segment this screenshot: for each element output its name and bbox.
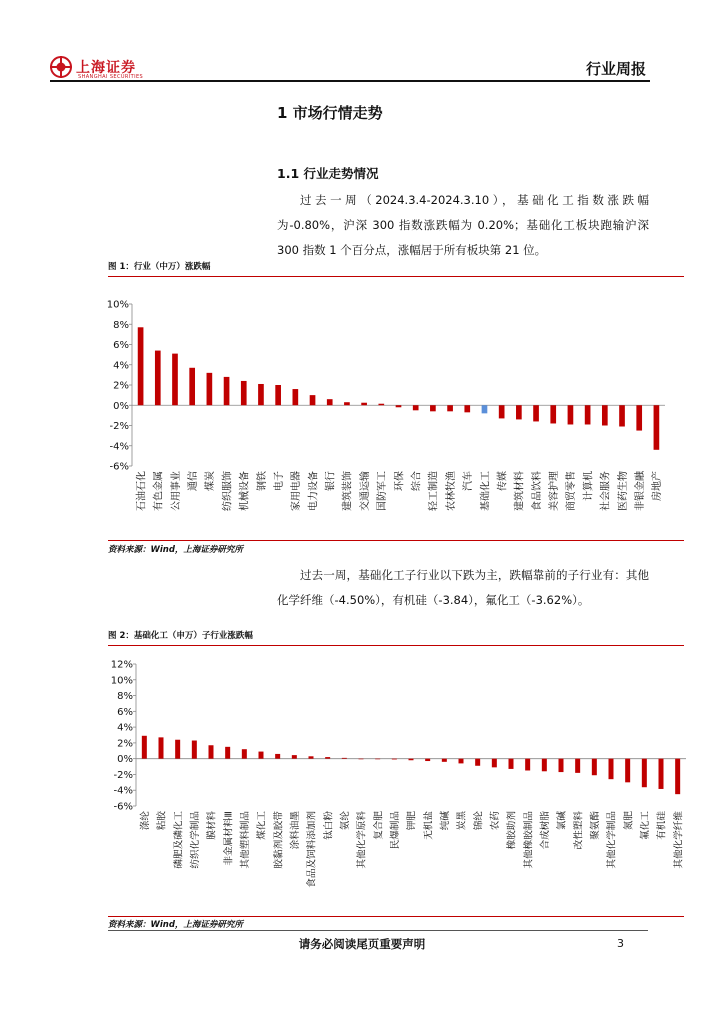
bar-交通运输 — [361, 403, 367, 406]
category-label: 医药生物 — [617, 471, 629, 511]
category-label: 环保 — [394, 471, 406, 491]
y-tick-label: 0% — [113, 400, 129, 412]
category-label: 氮肥 — [623, 811, 635, 831]
bar-粘胶 — [159, 737, 164, 758]
category-label: 其他化学纤维 — [673, 811, 685, 869]
footer-divider — [108, 930, 648, 931]
category-label: 农林牧渔 — [445, 471, 457, 511]
category-label: 涤纶 — [139, 811, 151, 831]
figure-1-source: 资料来源：Wind，上海证券研究所 — [108, 545, 243, 555]
y-tick-label: -2% — [109, 421, 129, 432]
bar-社会服务 — [602, 405, 608, 425]
bar-其他塑料制品 — [242, 749, 247, 758]
bar-钛白粉 — [325, 757, 330, 759]
bar-有色金属 — [155, 351, 161, 406]
category-label: 其他化学原料 — [356, 811, 368, 869]
category-label: 交通运输 — [359, 471, 371, 511]
category-label: 炭黑 — [456, 811, 468, 831]
bar-基础化工 — [482, 405, 488, 413]
category-label: 公用事业 — [170, 471, 182, 511]
category-label: 氟化工 — [639, 811, 651, 840]
header-divider — [50, 80, 650, 82]
bar-聚氨酯 — [592, 759, 597, 776]
bar-公用事业 — [172, 354, 178, 406]
footer-disclaimer: 请务必阅读尾页重要声明 — [298, 937, 426, 951]
category-label: 有机硅 — [656, 811, 668, 840]
bar-银行 — [327, 399, 333, 405]
bar-氯碱 — [559, 759, 564, 772]
category-label: 轻工制造 — [428, 471, 440, 511]
category-label: 非金属材料Ⅲ — [223, 811, 235, 866]
bar-国防军工 — [378, 404, 384, 406]
bar-商贸零售 — [568, 405, 574, 424]
category-label: 民爆制品 — [389, 811, 401, 850]
category-label: 计算机 — [583, 471, 595, 501]
y-tick-label: -6% — [113, 801, 133, 813]
figure-2-top-rule — [108, 645, 684, 646]
category-label: 石油石化 — [136, 471, 148, 511]
category-label: 机械设备 — [239, 471, 251, 511]
bar-建筑材料 — [516, 405, 522, 419]
category-label: 氯碱 — [556, 811, 568, 831]
category-label: 其他化学制品 — [606, 811, 618, 869]
y-tick-label: -6% — [109, 461, 129, 473]
category-label: 通信 — [187, 471, 199, 491]
y-tick-label: -4% — [109, 441, 129, 453]
y-tick-label: 2% — [117, 738, 133, 750]
bar-食品饮料 — [533, 405, 539, 421]
figure-2-chart — [100, 652, 685, 914]
brand-name-en: SHANGHAI SECURITIES — [78, 74, 144, 80]
bar-涂料油墨 — [292, 755, 297, 759]
category-label: 钛白粉 — [323, 811, 335, 840]
section-heading: 1 市场行情走势 — [277, 104, 383, 122]
category-label: 钾肥 — [406, 811, 418, 831]
brand-name: 上海证券 — [76, 60, 136, 76]
category-label: 食品饮料 — [531, 471, 543, 511]
subsection-heading: 1.1 行业走势情况 — [277, 166, 379, 181]
category-label: 合成树脂 — [539, 811, 551, 850]
category-label: 橡胶助剂 — [506, 811, 518, 850]
figure-2-source: 资料来源：Wind，上海证券研究所 — [108, 920, 243, 930]
figure-1-top-rule — [108, 276, 684, 277]
bar-石油石化 — [138, 327, 144, 405]
category-label: 银行 — [325, 471, 337, 491]
bar-非银金融 — [636, 405, 642, 430]
bar-纺织化学制品 — [192, 741, 197, 759]
page-number: 3 — [617, 937, 624, 950]
category-label: 磷肥及磷化工 — [173, 811, 185, 869]
bar-家用电器 — [293, 389, 299, 405]
y-tick-label: 4% — [113, 360, 129, 372]
category-label: 美容护理 — [549, 471, 561, 511]
bar-膜材料 — [209, 745, 214, 758]
category-label: 钢铁 — [256, 471, 268, 491]
bar-锦纶 — [475, 759, 480, 766]
category-label: 社会服务 — [600, 471, 612, 511]
bar-电子 — [275, 385, 281, 405]
y-tick-label: -2% — [113, 769, 133, 781]
category-label: 农药 — [489, 811, 501, 831]
category-label: 复合肥 — [373, 811, 385, 840]
y-tick-label: 10% — [106, 299, 129, 311]
figure-1-bottom-rule — [108, 540, 684, 541]
bar-民爆制品 — [392, 759, 397, 760]
bar-农林牧渔 — [447, 405, 453, 411]
bar-汽车 — [464, 405, 470, 412]
category-label: 胶黏剂及胶带 — [273, 811, 285, 869]
bar-复合肥 — [375, 759, 380, 760]
y-tick-label: 6% — [113, 340, 129, 351]
category-label: 纺织服饰 — [222, 471, 234, 511]
bar-房地产 — [654, 405, 660, 450]
y-tick-label: 2% — [113, 380, 129, 392]
paragraph-text: 过去一周（2024.3.4-2024.3.10），基础化工指数涨跌幅为-0.80%，沪深 300 指数涨跌幅为 0.20%；基础化工板块跑输沪深 300 指数 1 个百分点，涨幅居于所有板块第 21 位。 — [277, 193, 649, 257]
category-label: 建筑装饰 — [342, 471, 354, 511]
bar-环保 — [396, 405, 402, 407]
category-label: 聚氨酯 — [589, 811, 601, 840]
bar-煤化工 — [259, 752, 264, 759]
bar-建筑装饰 — [344, 402, 350, 405]
category-label: 无机盐 — [423, 811, 435, 840]
bar-美容护理 — [550, 405, 556, 423]
category-label: 汽车 — [463, 471, 475, 491]
bar-计算机 — [585, 405, 591, 424]
category-label: 煤化工 — [256, 811, 268, 840]
bar-炭黑 — [459, 759, 464, 764]
bar-其他化学原料 — [359, 759, 364, 760]
category-label: 传媒 — [497, 471, 509, 491]
bar-机械设备 — [241, 381, 247, 405]
bar-其他化学纤维 — [675, 759, 680, 794]
bar-有机硅 — [659, 759, 664, 789]
figure-2-title: 图 2：基础化工（申万）子行业涨跌幅 — [108, 631, 253, 641]
bar-纯碱 — [442, 759, 447, 762]
bar-其他化学制品 — [609, 759, 614, 780]
category-label: 综合 — [411, 471, 423, 491]
category-label: 有色金属 — [153, 471, 165, 511]
y-tick-label: 10% — [110, 675, 133, 687]
bar-氨纶 — [342, 758, 347, 759]
y-tick-label: 12% — [110, 659, 133, 671]
bar-磷肥及磷化工 — [175, 740, 180, 759]
bar-涤纶 — [142, 736, 147, 759]
bar-改性塑料 — [575, 759, 580, 773]
category-label: 房地产 — [652, 471, 664, 501]
report-type: 行业周报 — [585, 60, 646, 78]
figure-1-title: 图 1：行业（中万）涨跌幅 — [108, 262, 211, 272]
bar-纺织服饰 — [224, 377, 230, 405]
category-label: 商贸零售 — [566, 471, 578, 511]
bar-氟化工 — [642, 759, 647, 788]
bar-轻工制造 — [430, 405, 436, 411]
category-label: 基础化工 — [480, 471, 492, 511]
bar-综合 — [413, 405, 419, 410]
bar-医药生物 — [619, 405, 625, 426]
category-label: 锦纶 — [473, 811, 485, 831]
category-label: 建筑材料 — [514, 471, 526, 511]
category-label: 煤炭 — [205, 471, 217, 491]
category-label: 电力设备 — [308, 471, 320, 511]
category-label: 家用电器 — [291, 471, 303, 511]
category-label: 电子 — [273, 471, 285, 491]
bar-胶黏剂及胶带 — [275, 754, 280, 759]
paragraph-text: 过去一周，基础化工子行业以下跌为主，跌幅靠前的子行业有：其他化学纤维（-4.50%），有机硅（-3.84），氟化工（-3.62%）。 — [277, 568, 649, 607]
bar-通信 — [189, 368, 195, 405]
y-tick-label: 4% — [117, 722, 133, 734]
bar-钢铁 — [258, 384, 264, 405]
y-tick-label: -4% — [113, 785, 133, 797]
paragraph-subindustry-performance — [277, 563, 649, 613]
category-label: 其他橡胶制品 — [523, 811, 535, 869]
bar-无机盐 — [425, 759, 430, 761]
paragraph-industry-performance — [277, 188, 649, 263]
category-label: 国防军工 — [377, 471, 389, 511]
brand-logo-icon — [50, 56, 72, 78]
category-label: 涂料油墨 — [289, 811, 301, 850]
bar-橡胶助剂 — [509, 759, 514, 769]
bar-其他橡胶制品 — [525, 759, 530, 771]
figure-2-bottom-rule — [108, 916, 684, 917]
bar-非金属材料Ⅲ — [225, 747, 230, 759]
bar-传媒 — [499, 405, 505, 418]
y-tick-label: 0% — [117, 754, 133, 766]
bar-农药 — [492, 759, 497, 768]
bar-氮肥 — [625, 759, 630, 783]
category-label: 膜材料 — [206, 811, 218, 840]
bar-电力设备 — [310, 395, 316, 405]
y-tick-label: 8% — [117, 691, 133, 703]
category-label: 氨纶 — [339, 811, 351, 831]
bar-合成树脂 — [542, 759, 547, 772]
category-label: 食品及饲料添加剂 — [306, 811, 318, 888]
bar-钾肥 — [409, 759, 414, 761]
category-label: 非银金融 — [635, 471, 647, 511]
figure-1-chart — [100, 290, 680, 538]
bar-食品及饲料添加剂 — [309, 756, 314, 758]
category-label: 纯碱 — [439, 811, 451, 831]
category-label: 纺织化学制品 — [189, 811, 201, 869]
y-tick-label: 6% — [117, 706, 133, 718]
category-label: 其他塑料制品 — [239, 811, 251, 869]
category-label: 粘胶 — [156, 811, 168, 831]
bar-煤炭 — [207, 373, 213, 405]
category-label: 改性塑料 — [573, 811, 585, 850]
y-tick-label: 8% — [113, 319, 129, 331]
